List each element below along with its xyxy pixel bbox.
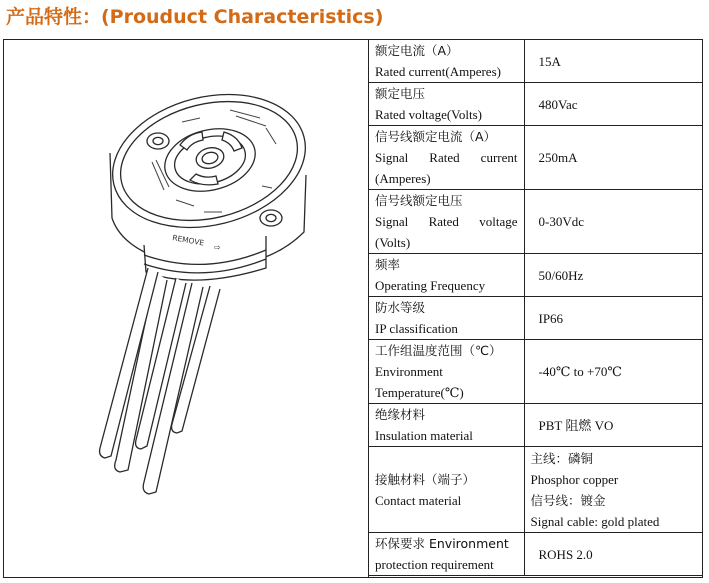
spec-value: 50/60Hz bbox=[524, 254, 702, 297]
table-row bbox=[369, 533, 702, 576]
spec-label: 环保要求 Environment protection requirement bbox=[369, 533, 524, 576]
spec-value: ROHS 2.0 bbox=[524, 533, 702, 576]
spec-value: 0-30Vdc bbox=[524, 190, 702, 254]
table-row bbox=[369, 40, 702, 83]
table-row bbox=[369, 404, 702, 447]
spec-label: 频率 Operating Frequency bbox=[369, 254, 524, 297]
page-title: 产品特性：(Prouduct Characteristics) bbox=[6, 6, 384, 28]
spec-table bbox=[369, 40, 703, 576]
table-row bbox=[369, 190, 702, 254]
table-row bbox=[369, 126, 702, 190]
spec-label: 工作组温度范围（℃） Environment Temperature(℃) bbox=[369, 340, 524, 404]
table-row bbox=[369, 297, 702, 340]
spec-label: 信号线额定电流（A） Signal Rated current (Amperes) bbox=[369, 126, 524, 190]
wire-leads bbox=[100, 268, 220, 494]
table-row bbox=[369, 447, 702, 533]
spec-value: 15A bbox=[524, 40, 702, 83]
spec-label: 防水等级 IP classification bbox=[369, 297, 524, 340]
spec-value: -40℃ to +70℃ bbox=[524, 340, 702, 404]
spec-value: IP66 bbox=[524, 297, 702, 340]
table-row bbox=[369, 254, 702, 297]
table-row bbox=[369, 83, 702, 126]
spec-label: 额定电流（A） Rated current(Amperes) bbox=[369, 40, 524, 83]
spec-value: PBT 阻燃 VO bbox=[524, 404, 702, 447]
receptacle-drawing bbox=[4, 40, 368, 577]
product-image-cell bbox=[4, 40, 369, 577]
spec-label: 绝缘材料 Insulation material bbox=[369, 404, 524, 447]
arrow-glyph: ⇨ bbox=[214, 243, 221, 252]
remove-label: REMOVE bbox=[171, 233, 205, 248]
spec-value: 480Vac bbox=[524, 83, 702, 126]
spec-value: 250mA bbox=[524, 126, 702, 190]
table-row bbox=[369, 340, 702, 404]
spec-value: 主线：磷铜 Phosphor copper 信号线：镀金 Signal cable: gold plated bbox=[524, 447, 702, 533]
characteristics-table-frame bbox=[3, 39, 703, 578]
spec-label: 信号线额定电压 Signal Rated voltage (Volts) bbox=[369, 190, 524, 254]
spec-label: 接触材料（端子） Contact material bbox=[369, 447, 524, 533]
spec-label: 额定电压 Rated voltage(Volts) bbox=[369, 83, 524, 126]
